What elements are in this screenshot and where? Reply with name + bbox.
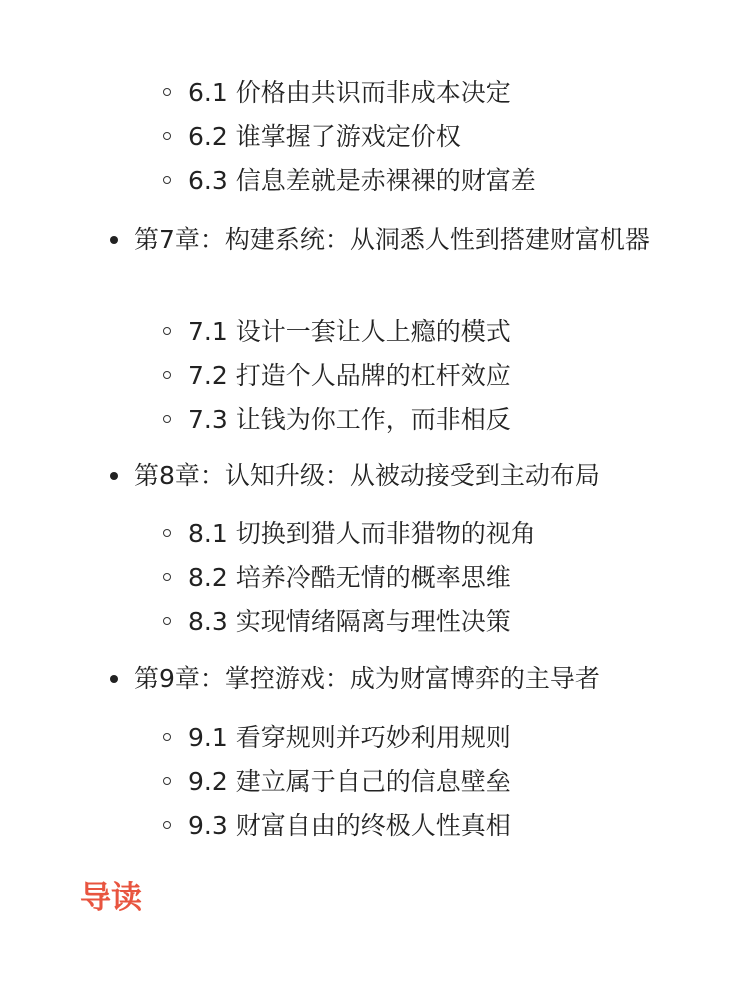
chapter-text: 第9章：掌控游戏：成为财富博弈的主导者	[134, 664, 600, 693]
hollow-bullet-icon	[163, 415, 171, 423]
chapter-text: 第7章：构建系统：从洞悉人性到搭建财富机器	[134, 225, 650, 254]
hollow-bullet-icon	[163, 176, 171, 184]
chapter-8-title	[0, 456, 750, 496]
list-item	[0, 512, 750, 556]
hollow-bullet-icon	[163, 733, 171, 741]
list-item-text: 9.3 财富自由的终极人性真相	[188, 811, 511, 840]
list-item	[0, 398, 750, 442]
list-item-text: 6.1 价格由共识而非成本决定	[188, 78, 511, 107]
list-item-text: 8.3 实现情绪隔离与理性决策	[188, 607, 511, 636]
list-item	[0, 115, 750, 159]
chapter-text: 第8章：认知升级：从被动接受到主动布局	[134, 461, 600, 490]
chapter-7-title	[0, 220, 750, 260]
hollow-bullet-icon	[163, 573, 171, 581]
hollow-bullet-icon	[163, 777, 171, 785]
list-item	[0, 716, 750, 760]
list-item-text: 6.2 谁掌握了游戏定价权	[188, 122, 461, 151]
hollow-bullet-icon	[163, 529, 171, 537]
list-item-text: 7.1 设计一套让人上瘾的模式	[188, 317, 511, 346]
filled-bullet-icon	[110, 472, 118, 480]
list-item	[0, 600, 750, 644]
chapter-6-sublist	[0, 71, 750, 203]
filled-bullet-icon	[110, 236, 118, 244]
list-item	[0, 310, 750, 354]
list-item-text: 6.3 信息差就是赤裸裸的财富差	[188, 166, 536, 195]
chapter-7-sublist	[0, 310, 750, 442]
chapter-9-sublist	[0, 716, 750, 848]
list-item	[0, 556, 750, 600]
list-item-text: 9.1 看穿规则并巧妙利用规则	[188, 723, 511, 752]
list-item-text: 7.3 让钱为你工作，而非相反	[188, 405, 511, 434]
hollow-bullet-icon	[163, 327, 171, 335]
list-item-text: 9.2 建立属于自己的信息壁垒	[188, 767, 511, 796]
chapter-8-sublist	[0, 512, 750, 644]
list-item-text: 7.2 打造个人品牌的杠杆效应	[188, 361, 511, 390]
list-item-text: 8.1 切换到猎人而非猎物的视角	[188, 519, 536, 548]
hollow-bullet-icon	[163, 132, 171, 140]
hollow-bullet-icon	[163, 88, 171, 96]
list-item-text: 8.2 培养冷酷无情的概率思维	[188, 563, 511, 592]
filled-bullet-icon	[110, 675, 118, 683]
list-item	[0, 354, 750, 398]
section-heading: 导读	[80, 880, 142, 916]
hollow-bullet-icon	[163, 617, 171, 625]
list-item	[0, 71, 750, 115]
hollow-bullet-icon	[163, 821, 171, 829]
hollow-bullet-icon	[163, 371, 171, 379]
chapter-9-title	[0, 659, 750, 699]
list-item	[0, 760, 750, 804]
list-item	[0, 159, 750, 203]
list-item	[0, 804, 750, 848]
